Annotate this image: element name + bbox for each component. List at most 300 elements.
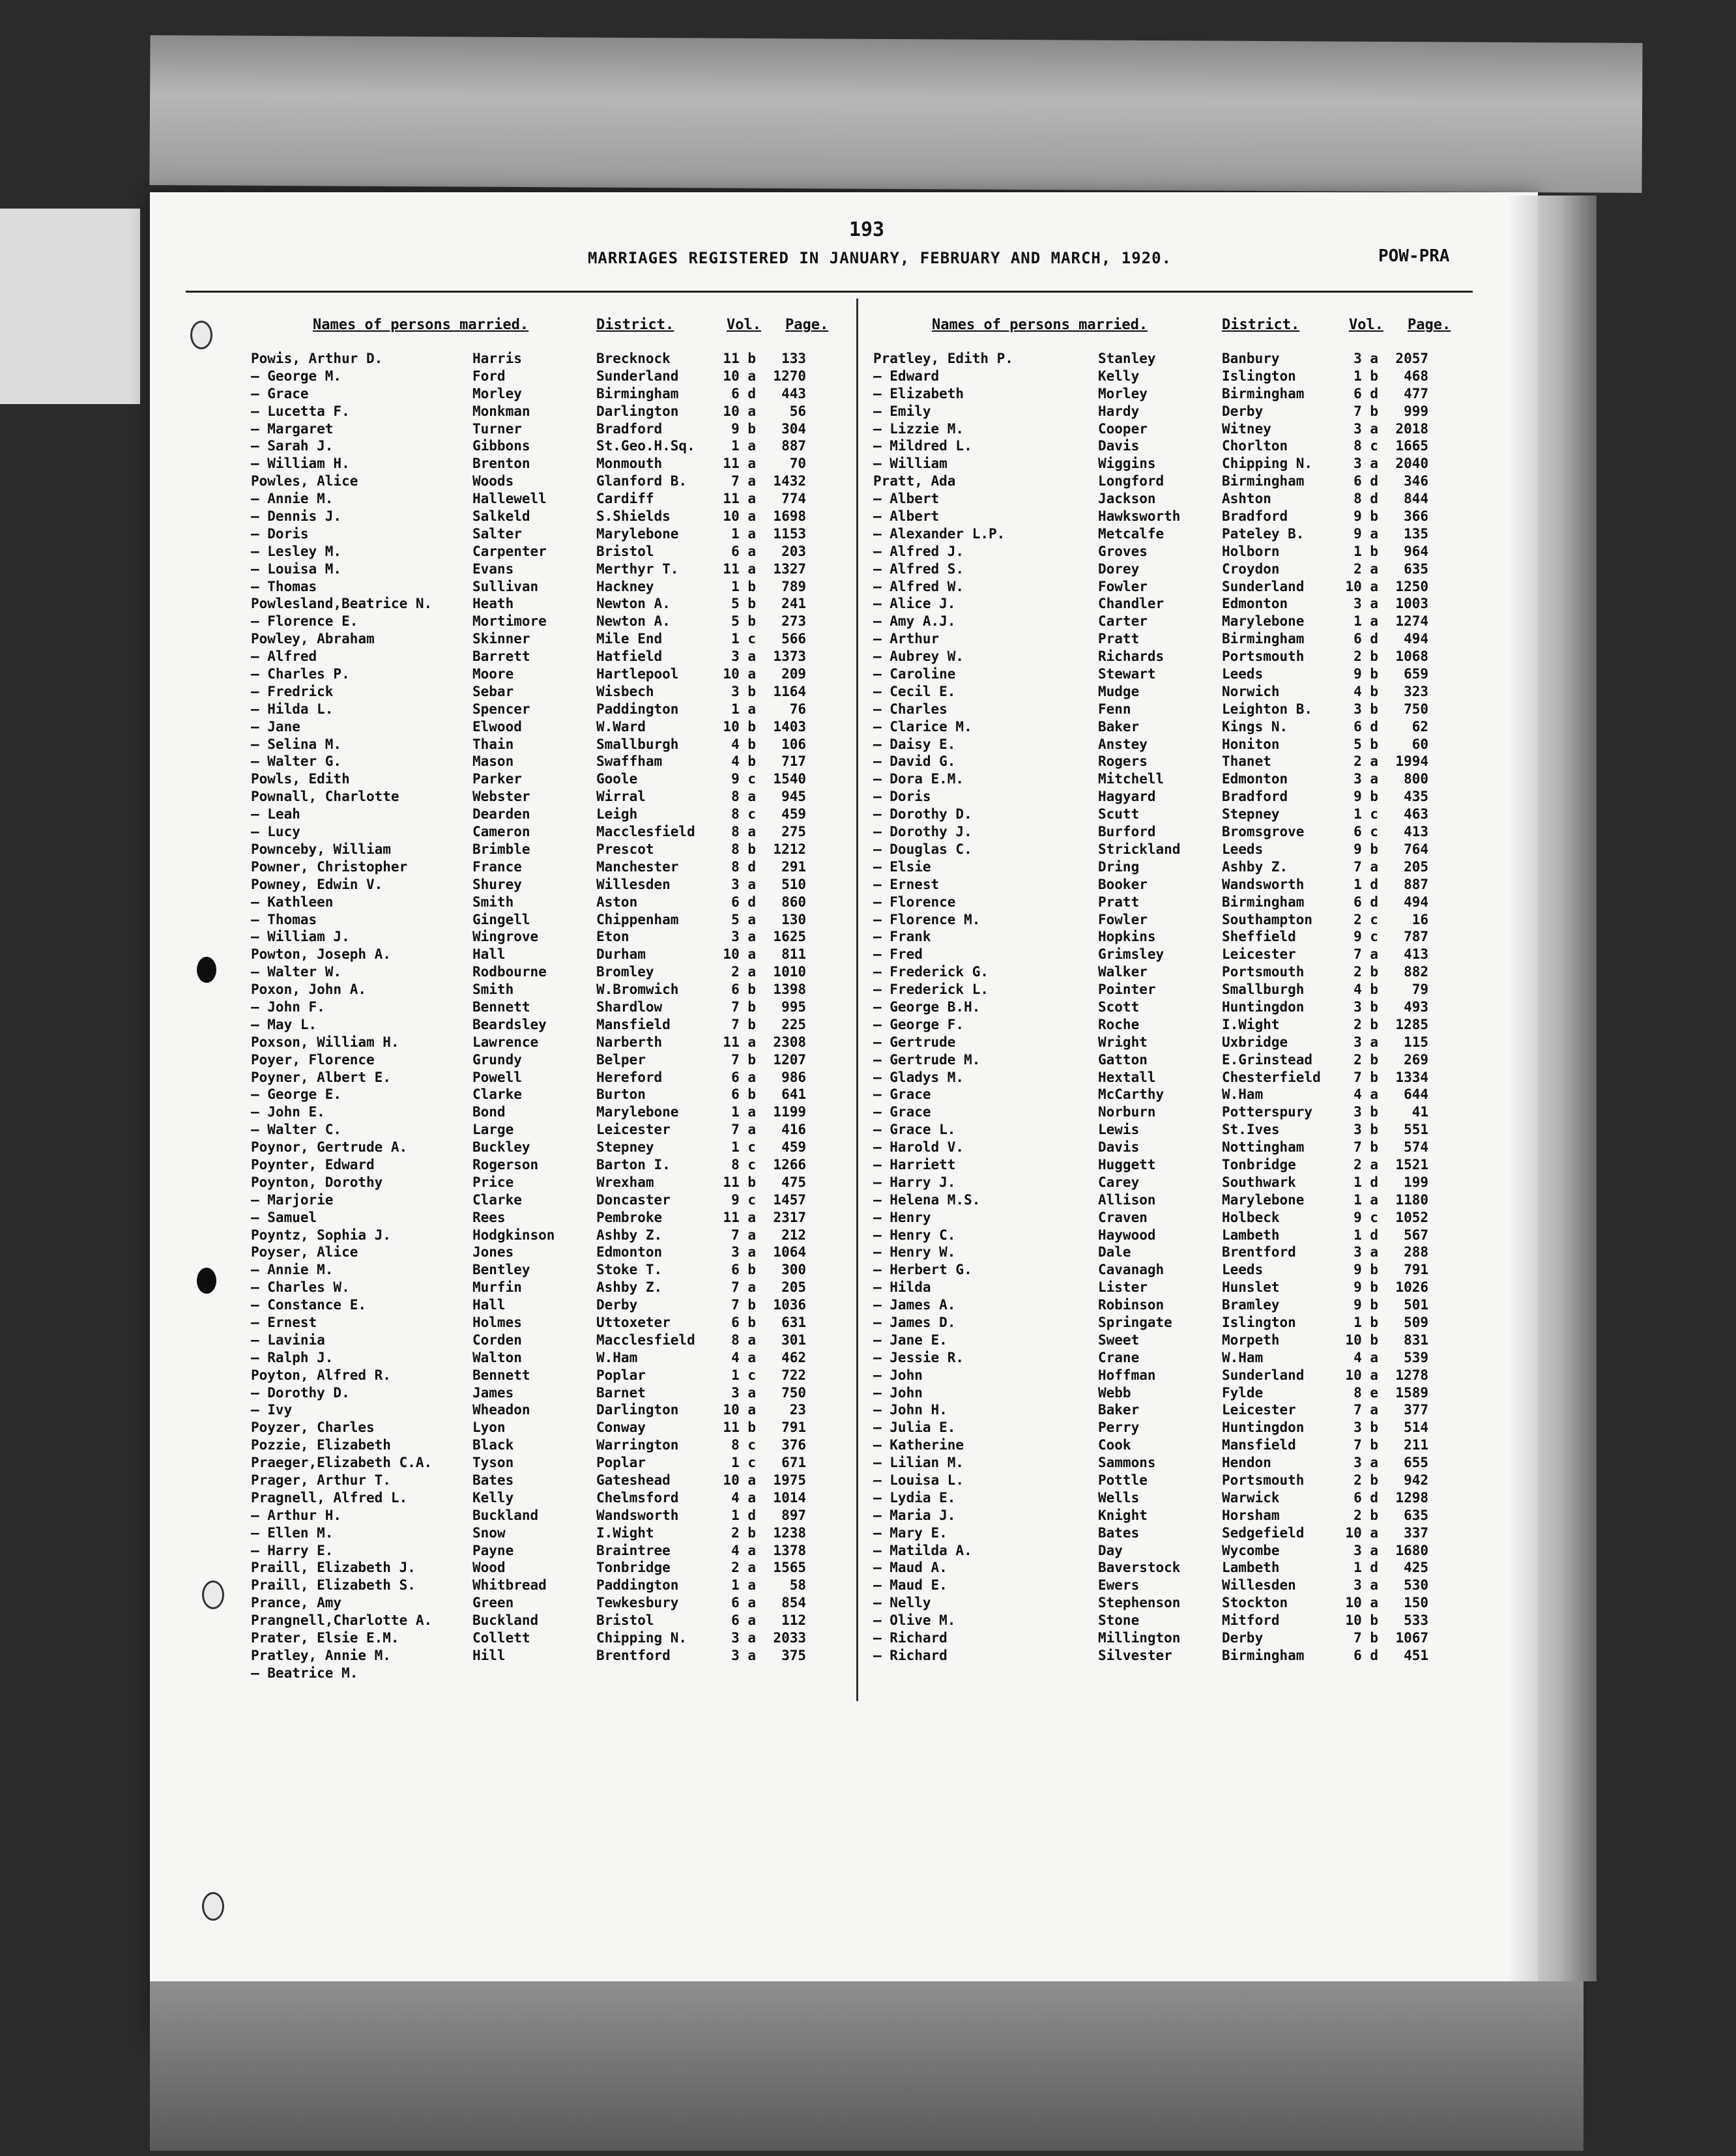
entry-page: 1212 <box>773 841 806 857</box>
entry-name: — Marjorie <box>251 1191 334 1208</box>
entry-spouse-surname: Booker <box>1098 876 1148 892</box>
entry-volume: 9 c <box>731 1191 756 1208</box>
entry-name: — Arthur <box>873 631 940 647</box>
entry-volume: 5 b <box>1353 736 1378 752</box>
entry-volume: 7 b <box>731 1051 756 1068</box>
entry-district: Aston <box>596 894 638 910</box>
entry-page: 241 <box>781 596 806 612</box>
entry-spouse-surname: Woods <box>472 473 514 489</box>
entry-district: Chorlton <box>1222 438 1288 454</box>
entry-district: Bradford <box>1222 508 1288 525</box>
entry-district: Islington <box>1222 1314 1296 1330</box>
entry-spouse-surname: Perry <box>1098 1420 1140 1436</box>
entry-name: — Emily <box>873 403 931 419</box>
entry-district: Tonbridge <box>596 1560 671 1576</box>
entry-volume: 9 b <box>731 420 756 437</box>
entry-volume: 3 a <box>731 648 756 665</box>
entry-district: Hunslet <box>1222 1279 1280 1296</box>
entry-volume: 7 b <box>1353 1069 1378 1085</box>
entry-district: Newton A. <box>596 596 671 612</box>
entry-page: 76 <box>789 701 806 717</box>
punch-hole <box>197 957 216 983</box>
entry-district: Chelmsford <box>596 1489 679 1506</box>
entry-volume: 10 a <box>723 946 756 963</box>
entry-volume: 8 c <box>731 1156 756 1173</box>
entry-spouse-surname: Gatton <box>1098 1051 1148 1068</box>
entry-name: — Frederick L. <box>873 982 989 998</box>
entry-name: — John H. <box>873 1402 948 1418</box>
entry-district: Tonbridge <box>1222 1156 1296 1173</box>
entry-district: Sunderland <box>1222 578 1305 594</box>
entry-district: I.Wight <box>1222 1016 1280 1032</box>
entry-spouse-surname: Chandler <box>1098 596 1165 612</box>
entry-name: — Henry W. <box>873 1244 956 1260</box>
entry-district: Stepney <box>1222 806 1280 823</box>
entry-page: 1266 <box>773 1156 806 1173</box>
entry-district: Sedgefield <box>1222 1524 1305 1541</box>
entry-volume: 7 a <box>1353 946 1378 963</box>
entry-volume: 10 b <box>1345 1612 1378 1629</box>
entry-volume: 1 d <box>1353 876 1378 892</box>
entry-page: 130 <box>781 911 806 927</box>
entry-name: — Ralph J. <box>251 1349 334 1365</box>
entry-page: 199 <box>1404 1174 1428 1190</box>
entry-page: 1199 <box>773 1104 806 1120</box>
entry-name: — Charles W. <box>251 1279 350 1296</box>
entry-volume: 2 b <box>1353 1051 1378 1068</box>
entry-spouse-surname: Pottle <box>1098 1472 1148 1488</box>
entry-name: — Harriett <box>873 1156 956 1173</box>
entry-spouse-surname: Baker <box>1098 718 1140 735</box>
entry-page: 273 <box>781 613 806 630</box>
entry-spouse-surname: Silvester <box>1098 1647 1172 1663</box>
entry-page: 787 <box>1404 929 1428 945</box>
entry-page: 459 <box>781 1139 806 1156</box>
entry-spouse-surname: Payne <box>472 1542 514 1558</box>
entry-volume: 3 b <box>1353 1420 1378 1436</box>
entry-volume: 1 d <box>1353 1174 1378 1190</box>
entry-district: Birmingham <box>1222 631 1305 647</box>
entry-spouse-surname: Lawrence <box>472 1034 539 1050</box>
entry-spouse-surname: Gibbons <box>472 438 530 454</box>
entry-spouse-surname: Mason <box>472 753 514 770</box>
entry-spouse-surname: Hall <box>472 1297 506 1313</box>
entry-spouse-surname: Hextall <box>1098 1069 1156 1085</box>
entry-name: — Frank <box>873 929 931 945</box>
entry-district: Edmonton <box>1222 771 1288 787</box>
entry-spouse-surname: Strickland <box>1098 841 1181 857</box>
entry-page: 269 <box>1404 1051 1428 1068</box>
entry-name: — Edward <box>873 368 940 384</box>
entry-volume: 3 b <box>1353 1122 1378 1138</box>
entry-district: Huntingdon <box>1222 998 1305 1015</box>
entry-district: Smallburgh <box>596 736 679 752</box>
entry-name: — Maria J. <box>873 1507 956 1523</box>
header-page: Page. <box>785 317 829 333</box>
film-strip-top <box>149 35 1642 193</box>
entry-page: 41 <box>1411 1104 1428 1120</box>
entry-district: Darlington <box>596 403 679 419</box>
entry-page: 211 <box>1404 1437 1428 1453</box>
entry-volume: 4 a <box>1353 1349 1378 1365</box>
entry-volume: 6 c <box>1353 824 1378 840</box>
entry-name: — Harold V. <box>873 1139 964 1156</box>
entry-district: Birmingham <box>1222 385 1305 401</box>
entry-spouse-surname: Large <box>472 1122 514 1138</box>
entry-name: Praeger,Elizabeth C.A. <box>251 1455 433 1471</box>
entry-volume: 6 d <box>1353 1489 1378 1506</box>
entry-volume: 5 b <box>731 613 756 630</box>
entry-page: 337 <box>1404 1524 1428 1541</box>
entry-spouse-surname: Tyson <box>472 1455 514 1471</box>
entry-district: Tewkesbury <box>596 1595 679 1611</box>
entry-page: 1164 <box>773 683 806 699</box>
entry-volume: 9 b <box>1353 1262 1378 1278</box>
entry-district: Monmouth <box>596 456 663 472</box>
entry-spouse-surname: Springate <box>1098 1314 1172 1330</box>
entry-name: Poynor, Gertrude A. <box>251 1139 408 1156</box>
entry-volume: 8 a <box>731 1332 756 1348</box>
entry-page: 1994 <box>1395 753 1428 770</box>
entry-volume: 3 a <box>731 1384 756 1401</box>
entry-volume: 11 a <box>723 456 756 472</box>
entry-volume: 1 c <box>731 1139 756 1156</box>
entry-volume: 3 a <box>1353 1577 1378 1594</box>
entry-name: — Jane E. <box>873 1332 948 1348</box>
entry-name: — Albert <box>873 491 940 507</box>
entry-name: — Alexander L.P. <box>873 525 1005 542</box>
entry-name: Prater, Elsie E.M. <box>251 1630 399 1646</box>
entry-spouse-surname: Sullivan <box>472 578 539 594</box>
entry-spouse-surname: Hill <box>472 1647 506 1663</box>
entry-name: — Herbert G. <box>873 1262 972 1278</box>
entry-name: — John E. <box>251 1104 325 1120</box>
entry-district: Banbury <box>1222 351 1280 366</box>
entry-name: — Lesley M. <box>251 543 342 559</box>
entry-volume: 7 b <box>1353 1139 1378 1156</box>
entry-name: — John F. <box>251 998 325 1015</box>
entry-name: — Kathleen <box>251 894 334 910</box>
entry-name: — Douglas C. <box>873 841 972 857</box>
entry-district: Southampton <box>1222 911 1313 927</box>
entry-page: 831 <box>1404 1332 1428 1348</box>
film-strip-bottom <box>150 1981 1584 2151</box>
entry-district: Norwich <box>1222 683 1280 699</box>
entry-page: 986 <box>781 1069 806 1085</box>
entry-spouse-surname: Pointer <box>1098 982 1156 998</box>
entry-name: Poynter, Edward <box>251 1156 375 1173</box>
entry-page: 644 <box>1404 1086 1428 1103</box>
entry-page: 375 <box>781 1647 806 1663</box>
entry-district: Doncaster <box>596 1191 671 1208</box>
entry-district: Uttoxeter <box>596 1314 671 1330</box>
entry-volume: 9 b <box>1353 666 1378 682</box>
entry-spouse-surname: Sweet <box>1098 1332 1140 1348</box>
entry-spouse-surname: Price <box>472 1174 514 1190</box>
entry-district: Mile End <box>596 631 663 647</box>
entry-volume: 10 a <box>723 1472 756 1488</box>
entry-district: Durham <box>596 946 646 963</box>
entry-volume: 8 c <box>1353 438 1378 454</box>
entry-district: Bramley <box>1222 1297 1280 1313</box>
entry-volume: 1 c <box>1353 806 1378 823</box>
entry-spouse-surname: Dring <box>1098 858 1140 875</box>
entry-page: 2033 <box>773 1630 806 1646</box>
entry-page: 671 <box>781 1455 806 1471</box>
entry-page: 659 <box>1404 666 1428 682</box>
entry-volume: 7 b <box>731 1016 756 1032</box>
entry-volume: 10 a <box>1345 578 1378 594</box>
entry-name: — Dorothy J. <box>873 824 972 840</box>
entry-volume: 9 b <box>1353 1279 1378 1296</box>
entry-district: W.Ward <box>596 718 646 735</box>
entry-district: Cardiff <box>596 491 654 507</box>
entry-name: — George M. <box>251 368 342 384</box>
entry-page: 1153 <box>773 525 806 542</box>
entry-volume: 3 b <box>731 683 756 699</box>
entry-name: — Beatrice M. <box>251 1665 358 1681</box>
entry-district: St.Ives <box>1222 1122 1280 1138</box>
entry-name: — Doris <box>251 525 309 542</box>
entry-volume: 6 d <box>1353 718 1378 735</box>
entry-spouse-surname: Bennett <box>472 998 530 1015</box>
entry-spouse-surname: Carey <box>1098 1174 1140 1190</box>
entry-page: 435 <box>1404 789 1428 805</box>
entry-spouse-surname: Spencer <box>472 701 530 717</box>
entry-page: 844 <box>1404 491 1428 507</box>
entry-district: Warrington <box>596 1437 679 1453</box>
entry-name: — John <box>873 1384 923 1401</box>
entry-page: 791 <box>781 1420 806 1436</box>
entry-district: W.Ham <box>1222 1349 1264 1365</box>
entry-name: — Walter C. <box>251 1122 342 1138</box>
entry-district: Portsmouth <box>1222 964 1305 980</box>
entry-volume: 4 a <box>1353 1086 1378 1103</box>
entry-volume: 6 d <box>731 385 756 401</box>
entry-spouse-surname: Day <box>1098 1542 1123 1558</box>
entry-district: Honiton <box>1222 736 1280 752</box>
entry-name: Pownceby, William <box>251 841 391 857</box>
entry-page: 79 <box>1411 982 1428 998</box>
entry-spouse-surname: Wheadon <box>472 1402 530 1418</box>
entry-name: — Fredrick <box>251 683 334 699</box>
entry-page: 1540 <box>773 771 806 787</box>
entry-volume: 11 a <box>723 561 756 577</box>
entry-volume: 9 b <box>1353 789 1378 805</box>
entry-page: 205 <box>781 1279 806 1296</box>
entry-spouse-surname: Knight <box>1098 1507 1148 1523</box>
entry-volume: 2 a <box>731 1560 756 1576</box>
entry-spouse-surname: Craven <box>1098 1209 1148 1225</box>
entry-page: 135 <box>1404 525 1428 542</box>
entry-spouse-surname: Hallewell <box>472 491 547 507</box>
entry-volume: 1 c <box>731 631 756 647</box>
entry-spouse-surname: Stanley <box>1098 351 1156 366</box>
entry-volume: 11 a <box>723 491 756 507</box>
entry-district: Birmingham <box>596 385 679 401</box>
entry-page: 413 <box>1404 824 1428 840</box>
entry-volume: 10 a <box>723 1402 756 1418</box>
entry-name: — Dennis J. <box>251 508 342 525</box>
entry-name: Powlesland,Beatrice N. <box>251 596 433 612</box>
entry-name: — Grace <box>873 1104 931 1120</box>
entry-spouse-surname: Kelly <box>1098 368 1140 384</box>
entry-district: Macclesfield <box>596 1332 695 1348</box>
entry-page: 212 <box>781 1227 806 1243</box>
entry-volume: 6 b <box>731 1086 756 1103</box>
entry-page: 1010 <box>773 964 806 980</box>
entry-spouse-surname: Powell <box>472 1069 522 1085</box>
entry-name: — Annie M. <box>251 491 334 507</box>
entry-district: Mitford <box>1222 1612 1280 1629</box>
entry-district: Wandsworth <box>596 1507 679 1523</box>
entry-volume: 4 b <box>731 736 756 752</box>
entry-district: Hackney <box>596 578 654 594</box>
entry-district: Potterspury <box>1222 1104 1313 1120</box>
entry-volume: 9 b <box>1353 508 1378 525</box>
entry-page: 1036 <box>773 1297 806 1313</box>
entry-volume: 1 a <box>1353 1191 1378 1208</box>
entry-spouse-surname: Monkman <box>472 403 530 419</box>
entry-spouse-surname: Hodgkinson <box>472 1227 555 1243</box>
entry-district: Ashby Z. <box>1222 858 1288 875</box>
entry-district: Marylebone <box>1222 613 1305 630</box>
entry-spouse-surname: Baker <box>1098 1402 1140 1418</box>
entry-district: Islington <box>1222 368 1296 384</box>
entry-volume: 1 a <box>731 525 756 542</box>
entry-volume: 11 a <box>723 1209 756 1225</box>
entry-spouse-surname: Brenton <box>472 456 530 472</box>
entry-spouse-surname: Fenn <box>1098 701 1131 717</box>
entry-spouse-surname: Haywood <box>1098 1227 1156 1243</box>
header-district: District. <box>596 317 674 333</box>
entry-district: Willesden <box>1222 1577 1296 1594</box>
entry-page: 750 <box>781 1384 806 1401</box>
entry-name: — William H. <box>251 456 350 472</box>
entry-volume: 7 b <box>731 1297 756 1313</box>
entry-district: Portsmouth <box>1222 648 1305 665</box>
entry-page: 494 <box>1404 631 1428 647</box>
punch-hole <box>202 1892 224 1921</box>
entry-district: Manchester <box>596 858 679 875</box>
entry-name: — George E. <box>251 1086 342 1103</box>
entry-district: Paddington <box>596 1577 679 1594</box>
entry-name: Poxon, John A. <box>251 982 367 998</box>
entry-page: 416 <box>781 1122 806 1138</box>
entry-page: 635 <box>1404 1507 1428 1523</box>
entry-page: 1565 <box>773 1560 806 1576</box>
entry-name: Poxson, William H. <box>251 1034 399 1050</box>
entry-volume: 6 d <box>1353 1647 1378 1663</box>
entry-volume: 3 a <box>1353 456 1378 472</box>
entry-name: — Jane <box>251 718 300 735</box>
entry-district: Macclesfield <box>596 824 695 840</box>
entry-name: — Nelly <box>873 1595 931 1611</box>
entry-volume: 3 a <box>731 1630 756 1646</box>
entry-spouse-surname: Cooper <box>1098 420 1148 437</box>
entry-district: Darlington <box>596 1402 679 1418</box>
entry-page: 288 <box>1404 1244 1428 1260</box>
entry-district: Mansfield <box>596 1016 671 1032</box>
entry-district: Leeds <box>1222 666 1264 682</box>
entry-district: Eton <box>596 929 629 945</box>
entry-page: 510 <box>781 876 806 892</box>
entry-spouse-surname: Burford <box>1098 824 1156 840</box>
entry-district: Gateshead <box>596 1472 671 1488</box>
entry-district: Narberth <box>596 1034 663 1050</box>
entry-page: 1432 <box>773 473 806 489</box>
entry-volume: 3 a <box>1353 420 1378 437</box>
entry-district: Leicester <box>1222 946 1296 963</box>
entry-spouse-surname: Wiggins <box>1098 456 1156 472</box>
entry-district: Uxbridge <box>1222 1034 1288 1050</box>
entry-name: Powles, Alice <box>251 473 358 489</box>
punch-hole <box>202 1581 224 1609</box>
entry-name: — Thomas <box>251 578 317 594</box>
entry-page: 112 <box>781 1612 806 1629</box>
entry-page: 1026 <box>1395 1279 1428 1296</box>
entry-volume: 7 a <box>1353 858 1378 875</box>
entry-page: 477 <box>1404 385 1428 401</box>
entry-name: Pownall, Charlotte <box>251 789 399 805</box>
entry-name: — Alice J. <box>873 596 956 612</box>
entry-spouse-surname: Grimsley <box>1098 946 1165 963</box>
entry-district: Birmingham <box>1222 473 1305 489</box>
entry-spouse-surname: Bentley <box>472 1262 530 1278</box>
entry-name: — Grace <box>251 385 309 401</box>
entry-district: Sheffield <box>1222 929 1296 945</box>
entry-page: 2317 <box>773 1209 806 1225</box>
entry-spouse-surname: Groves <box>1098 543 1148 559</box>
entry-name: — Daisy E. <box>873 736 956 752</box>
entry-name: — Caroline <box>873 666 956 682</box>
entry-volume: 11 a <box>723 1034 756 1050</box>
entry-name: Powney, Edwin V. <box>251 876 383 892</box>
entry-spouse-surname: Ewers <box>1098 1577 1140 1594</box>
entry-page: 366 <box>1404 508 1428 525</box>
entry-district: Bradford <box>1222 789 1288 805</box>
entry-name: Prangnell,Charlotte A. <box>251 1612 433 1629</box>
entry-page: 16 <box>1411 911 1428 927</box>
entry-page: 462 <box>781 1349 806 1365</box>
entry-spouse-surname: France <box>472 858 522 875</box>
entry-spouse-surname: Parker <box>472 771 522 787</box>
entry-page: 764 <box>1404 841 1428 857</box>
entry-name: — Constance E. <box>251 1297 367 1313</box>
entry-volume: 2 b <box>1353 964 1378 980</box>
entry-spouse-surname: Collett <box>472 1630 530 1646</box>
entry-name: — George B.H. <box>873 998 981 1015</box>
entry-spouse-surname: Baverstock <box>1098 1560 1181 1576</box>
entry-spouse-surname: Wright <box>1098 1034 1148 1050</box>
entry-spouse-surname: Morley <box>472 385 522 401</box>
entry-page: 451 <box>1404 1647 1428 1663</box>
entry-spouse-surname: Bates <box>472 1472 514 1488</box>
header-names: Names of persons married. <box>313 317 529 333</box>
entry-volume: 7 a <box>731 1279 756 1296</box>
entry-page: 463 <box>1404 806 1428 823</box>
entry-name: — Annie M. <box>251 1262 334 1278</box>
entry-volume: 1 d <box>1353 1227 1378 1243</box>
entry-spouse-surname: Jackson <box>1098 491 1156 507</box>
entry-spouse-surname: Rogerson <box>472 1156 539 1173</box>
entry-name: Pozzie, Elizabeth <box>251 1437 391 1453</box>
entry-district: Barnet <box>596 1384 646 1401</box>
entry-name: — Florence <box>873 894 956 910</box>
entry-district: Willesden <box>596 876 671 892</box>
entry-volume: 8 e <box>1353 1384 1378 1401</box>
entry-page: 1378 <box>773 1542 806 1558</box>
